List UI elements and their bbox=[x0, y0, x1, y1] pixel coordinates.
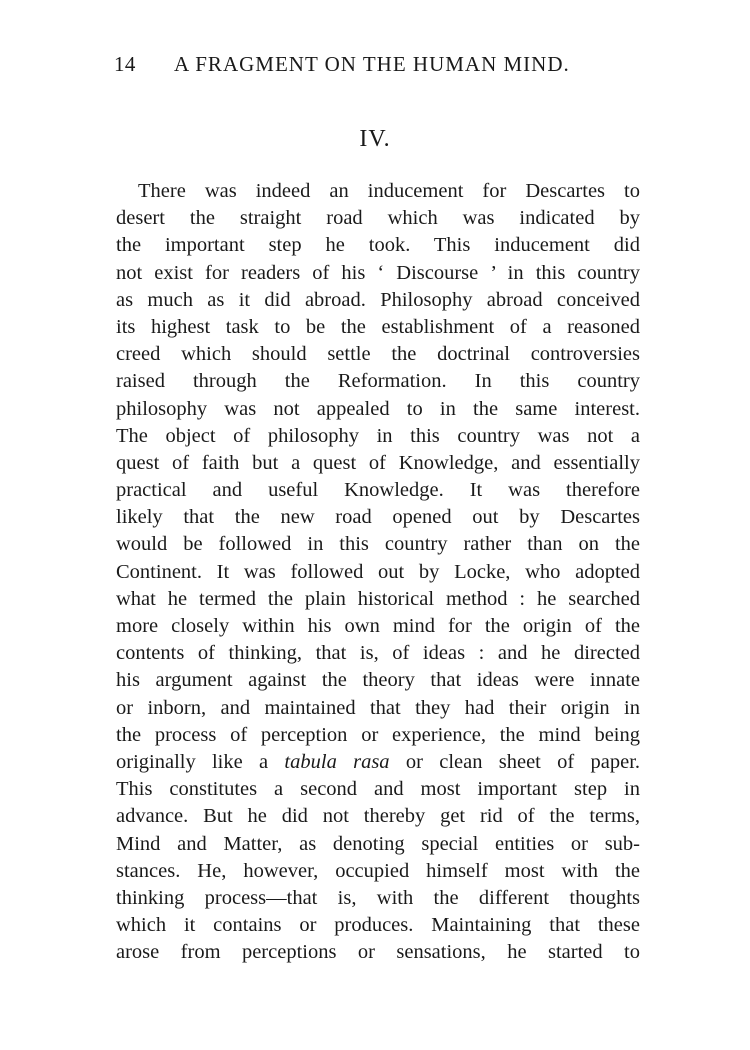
text-segment: originally like a bbox=[116, 750, 269, 773]
text-line: philosophy was not appealed to in the same interest. bbox=[116, 397, 640, 420]
text-line: arose from perceptions or sensations, he started to bbox=[116, 941, 640, 964]
text-line: thinking process—that is, with the different thoughts bbox=[116, 886, 640, 909]
text-line: advance. But he did not thereby get rid of the terms, bbox=[116, 805, 640, 828]
text-line: or inborn, and maintained that they had their origin in bbox=[116, 696, 640, 719]
text-line: what he termed the plain historical method : he searched bbox=[116, 587, 640, 610]
running-head bbox=[114, 52, 594, 82]
text-line: his argument against the theory that ideas were innate bbox=[116, 669, 640, 692]
text-line: the important step he took. This inducement did bbox=[116, 234, 640, 257]
section-heading: IV. bbox=[359, 126, 391, 152]
text-line: desert the straight road which was indicated by bbox=[116, 207, 640, 230]
text-line: likely that the new road opened out by Descartes bbox=[116, 506, 640, 529]
text-line: Continent. It was followed out by Locke, who adopted bbox=[116, 560, 640, 583]
body-paragraph bbox=[116, 178, 640, 966]
text-line: Mind and Matter, as denoting special entities or sub- bbox=[116, 832, 640, 855]
text-line: which it contains or produces. Maintaining that these bbox=[116, 914, 640, 937]
text-line: quest of faith but a quest of Knowledge, and essentially bbox=[116, 451, 640, 474]
text-line: the process of perception or experience, the mind being bbox=[116, 723, 640, 746]
text-line: more closely within his own mind for the origin of the bbox=[116, 615, 640, 637]
text-line: would be followed in this country rather than on the bbox=[116, 533, 640, 556]
text-line: This constitutes a second and most important step in bbox=[116, 778, 640, 801]
text-line: creed which should settle the doctrinal controversies bbox=[116, 343, 640, 366]
text-line: as much as it did abroad. Philosophy abroad conceived bbox=[116, 288, 640, 311]
text-line: The object of philosophy in this country was not a bbox=[116, 424, 640, 447]
text-line bbox=[116, 749, 640, 776]
italic-phrase: tabula rasa bbox=[284, 750, 390, 773]
running-title: A FRAGMENT ON THE HUMAN MIND. bbox=[174, 52, 570, 76]
text-line: practical and useful Knowledge. It was therefore bbox=[116, 479, 640, 502]
text-line: raised through the Reformation. In this country bbox=[116, 370, 640, 393]
page-number: 14 bbox=[114, 52, 136, 76]
text-line: stances. He, however, occupied himself most with the bbox=[116, 859, 640, 882]
text-line: its highest task to be the establishment of a reasoned bbox=[116, 315, 640, 338]
text-segment: or clean sheet of paper. bbox=[405, 750, 641, 773]
text-line: not exist for readers of his ‘ Discourse ’ in this country bbox=[116, 261, 640, 284]
text-line: There was indeed an inducement for Descartes to bbox=[138, 180, 640, 202]
text-line: contents of thinking, that is, of ideas : and he directed bbox=[116, 642, 640, 665]
